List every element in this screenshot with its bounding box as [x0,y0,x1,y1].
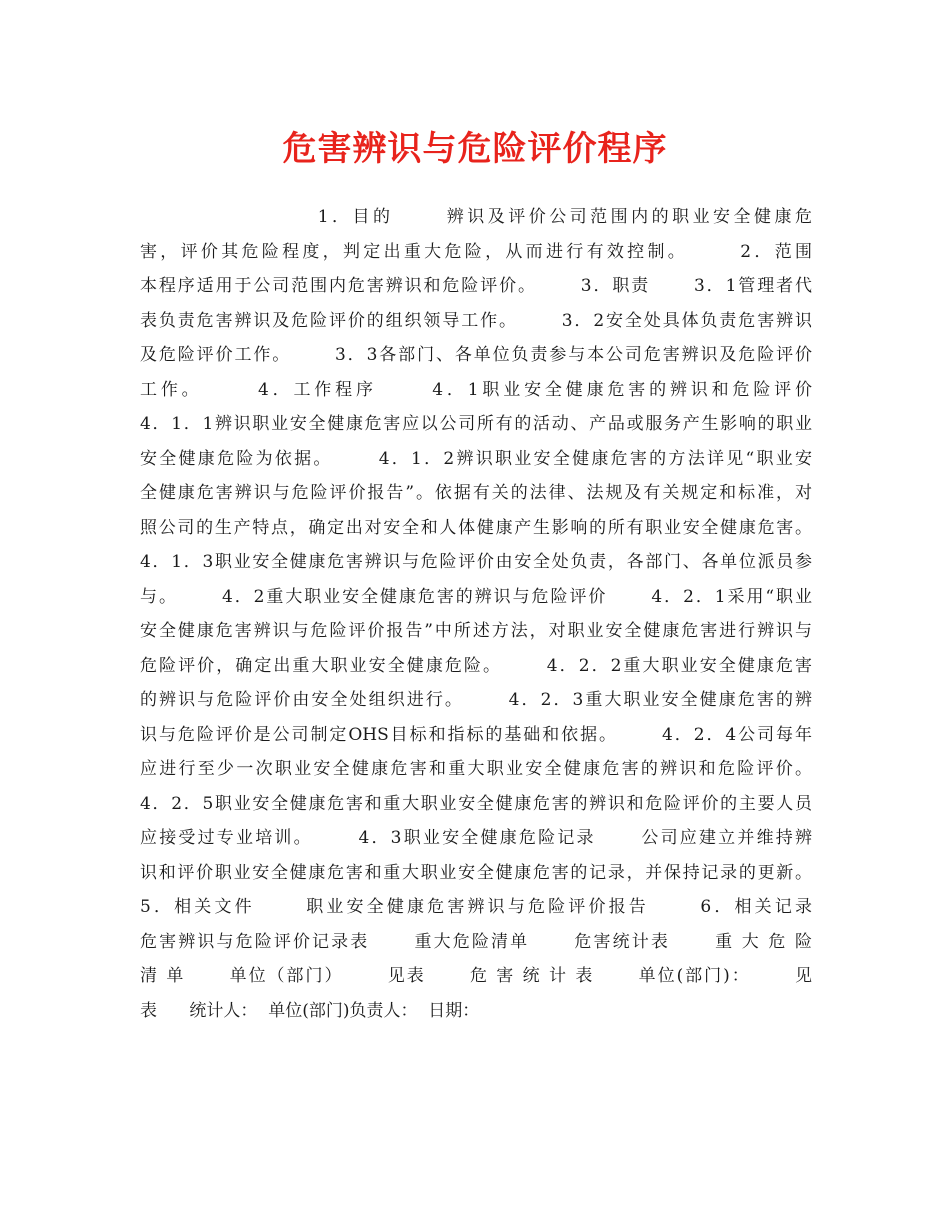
body-line: 清 单 单位（部门） 见表 危 害 统 计 表 单位(部门)： 见 [140,966,812,986]
body-line: 全健康危害辨识与危险评价报告”。依据有关的法律、法规及有关规定和标准，对 [140,483,812,503]
body-line: 1．目的 辨识及评价公司范围内的职业安全健康危 [140,207,812,227]
document-title: 危害辨识与危险评价程序 [282,129,668,169]
body-line: 及危险评价工作。 3．3各部门、各单位负责参与本公司危害辨识及危险评价 [140,345,812,365]
body-line: 5．相关文件 职业安全健康危害辨识与危险评价报告 6．相关记录 [140,897,812,917]
document-body [140,200,812,1028]
body-line: 危害辨识与危险评价记录表 重大危险清单 危害统计表 重 大 危 险 [140,931,812,952]
body-line: 危险评价，确定出重大职业安全健康危险。 4．2．2重大职业安全健康危害 [140,655,812,676]
body-line: 安全健康危险为依据。 4．1．2辨识职业安全健康危害的方法详见“职业安 [140,448,812,469]
body-line: 应进行至少一次职业安全健康危害和重大职业安全健康危害的辨识和危险评价。 [140,759,812,779]
body-line: 安全健康危害辨识与危险评价报告”中所述方法，对职业安全健康危害进行辨识与 [140,621,812,641]
body-line: 与。 4．2重大职业安全健康危害的辨识与危险评价 4．2．1采用“职业 [140,586,812,607]
body-line: 本程序适用于公司范围内危害辨识和危险评价。 3．职责 3．1管理者代 [140,276,812,296]
body-line: 工作。 4．工作程序 4．1职业安全健康危害的辨识和危险评价 [140,379,812,400]
body-line: 表 统计人： 单位(部门)负责人： 日期： [140,1000,480,1021]
body-line: 害，评价其危险程度，判定出重大危险，从而进行有效控制。 2．范围 [140,241,812,262]
body-line: 识和评价职业安全健康危害和重大职业安全健康危害的记录，并保持记录的更新。 [140,862,812,883]
body-line: 的辨识与危险评价由安全处组织进行。 4．2．3重大职业安全健康危害的辨 [140,690,812,710]
body-line: 识与危险评价是公司制定OHS目标和指标的基础和依据。 4．2．4公司每年 [140,724,812,745]
body-line: 4．1．3职业安全健康危害辨识与危险评价由安全处负责，各部门、各单位派员参 [140,552,812,572]
body-line: 照公司的生产特点，确定出对安全和人体健康产生影响的所有职业安全健康危害。 [140,517,812,538]
body-line: 表负责危害辨识及危险评价的组织领导工作。 3．2安全处具体负责危害辨识 [140,310,812,331]
body-line: 4．1．1辨识职业安全健康危害应以公司所有的活动、产品或服务产生影响的职业 [140,414,812,434]
body-line: 4．2．5职业安全健康危害和重大职业安全健康危害的辨识和危险评价的主要人员 [140,793,812,814]
body-line: 应接受过专业培训。 4．3职业安全健康危险记录 公司应建立并维持辨 [140,828,812,848]
